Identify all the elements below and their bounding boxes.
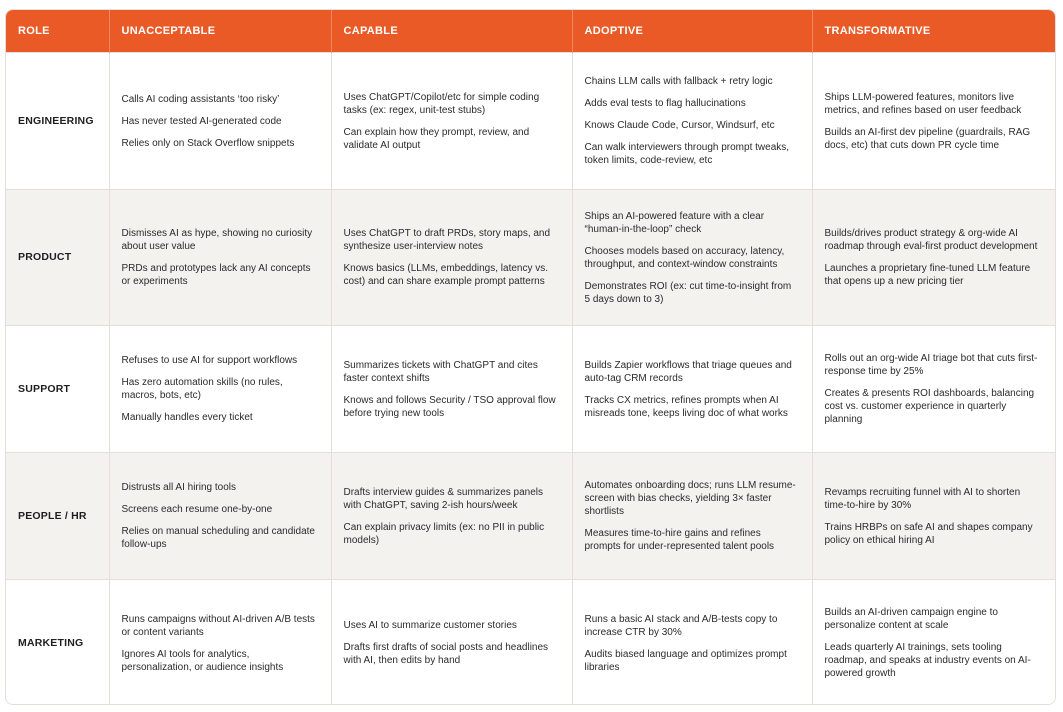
cell-unacceptable [109,453,331,580]
cell-capable [331,190,572,326]
ai-competency-matrix [5,9,1056,705]
list-item: Refuses to use AI for support workflows [121,355,298,366]
role-label: MARKETING [6,580,109,706]
list-item: Ships LLM-powered features, monitors live metrics, and refines based on user feedback [824,91,1022,116]
list-item: Manually handles every ticket [121,412,253,423]
cell-transformative [812,190,1055,326]
list-item: Revamps recruiting funnel with AI to shorten time-to-hire by 30% [824,486,1021,511]
list-item: Can explain privacy limits (ex: no PII in public models) [343,521,545,546]
table-row [6,580,1055,706]
list-item: Builds/drives product strategy & org-wide AI roadmap through eval-first product development [824,228,1038,252]
list-item: Trains HRBPs on safe AI and shapes company policy on ethical hiring AI [824,521,1033,546]
list-item: Rolls out an org-wide AI triage bot that cuts first-response time by 25% [824,353,1038,377]
list-item: Uses AI to summarize customer stories [343,620,517,631]
cell-transformative [812,453,1055,580]
list-item: Knows basics (LLMs, embeddings, latency vs. cost) and can share example prompt patterns [343,263,549,287]
list-item: Builds an AI-driven campaign engine to personalize content at scale [824,607,998,631]
header-unacceptable: UNACCEPTABLE [109,10,331,53]
list-item: Builds Zapier workflows that triage queues and auto-tag CRM records [584,359,792,384]
header-adoptive: ADOPTIVE [572,10,812,53]
role-label: ENGINEERING [6,53,109,190]
list-item: Automates onboarding docs; runs LLM resume-screen with bias checks, yielding 3× faster shortlists [584,480,796,517]
table-row [6,53,1055,190]
cell-unacceptable [109,580,331,706]
cell-adoptive [572,190,812,326]
header-transformative: TRANSFORMATIVE [812,10,1055,53]
role-label: PEOPLE / HR [6,453,109,580]
header-row [6,10,1055,53]
list-item: Screens each resume one-by-one [121,504,273,515]
list-item: Knows and follows Security / TSO approval flow before trying new tools [343,394,556,419]
cell-capable [331,453,572,580]
list-item: Can explain how they prompt, review, and validate AI output [343,126,530,151]
list-item: Dismisses AI as hype, showing no curiosity about user value [121,228,313,252]
cell-transformative [812,580,1055,706]
list-item: Runs campaigns without AI-driven A/B tests or content variants [121,613,315,638]
list-item: Chooses models based on accuracy, latency, throughput, and context-window constraints [584,245,785,270]
role-label: SUPPORT [6,326,109,453]
list-item: Chains LLM calls with fallback + retry logic [584,76,773,87]
cell-capable [331,326,572,453]
table-row [6,190,1055,326]
cell-transformative [812,53,1055,190]
list-item: Uses ChatGPT/Copilot/etc for simple coding tasks (ex: regex, unit-test stubs) [343,91,540,116]
list-item: Knows Claude Code, Cursor, Windsurf, etc [584,120,775,131]
cell-adoptive [572,53,812,190]
cell-unacceptable [109,53,331,190]
list-item: Drafts interview guides & summarizes panels with ChatGPT, saving 2-ish hours/week [343,486,544,511]
cell-unacceptable [109,190,331,326]
list-item: Audits biased language and optimizes prompt libraries [584,648,787,673]
list-item: Creates & presents ROI dashboards, balancing cost vs. customer experience in quarterly planning [824,388,1035,425]
list-item: Runs a basic AI stack and A/B-tests copy to increase CTR by 30% [584,613,778,638]
list-item: Measures time-to-hire gains and refines prompts for under-represented talent pools [584,528,775,552]
list-item: PRDs and prototypes lack any AI concepts or experiments [121,263,311,287]
list-item: Can walk interviewers through prompt tweaks, token limits, code-review, etc [584,142,790,166]
list-item: Relies on manual scheduling and candidate follow-ups [121,526,315,550]
list-item: Distrusts all AI hiring tools [121,482,236,493]
list-item: Relies only on Stack Overflow snippets [121,137,295,149]
cell-capable [331,53,572,190]
cell-adoptive [572,326,812,453]
list-item: Demonstrates ROI (ex: cut time-to-insight from 5 days down to 3) [584,280,792,305]
list-item: Builds an AI-first dev pipeline (guardrails, RAG docs, etc) that cuts down PR cycle time [824,126,1031,151]
list-item: Has zero automation skills (no rules, macros, bots, etc) [121,377,283,401]
table-row [6,453,1055,580]
cell-transformative [812,326,1055,453]
cell-capable [331,580,572,706]
list-item: Summarizes tickets with ChatGPT and cites faster context shifts [343,359,538,384]
cell-adoptive [572,453,812,580]
list-item: Drafts first drafts of social posts and headlines with AI, then edits by hand [343,642,549,666]
role-label: PRODUCT [6,190,109,326]
list-item: Has never tested AI-generated code [121,115,282,127]
list-item: Ships an AI-powered feature with a clear “human-in-the-loop” check [584,210,765,235]
list-item: Tracks CX metrics, refines prompts when AI misreads tone, keeps living doc of what works [584,394,788,419]
table-row [6,326,1055,453]
list-item: Calls AI coding assistants ‘too risky’ [121,93,280,105]
matrix-table [6,10,1055,705]
list-item: Leads quarterly AI trainings, sets tooling roadmap, and speaks at industry events on AI-powered growth [824,642,1031,679]
list-item: Ignores AI tools for analytics, personalization, or audience insights [121,648,284,673]
cell-adoptive [572,580,812,706]
cell-unacceptable [109,326,331,453]
list-item: Launches a proprietary fine-tuned LLM feature that opens up a new pricing tier [824,263,1031,287]
list-item: Uses ChatGPT to draft PRDs, story maps, and synthesize user-interview notes [343,228,551,252]
list-item: Adds eval tests to flag hallucinations [584,98,746,109]
header-role: ROLE [6,10,109,53]
header-capable: CAPABLE [331,10,572,53]
